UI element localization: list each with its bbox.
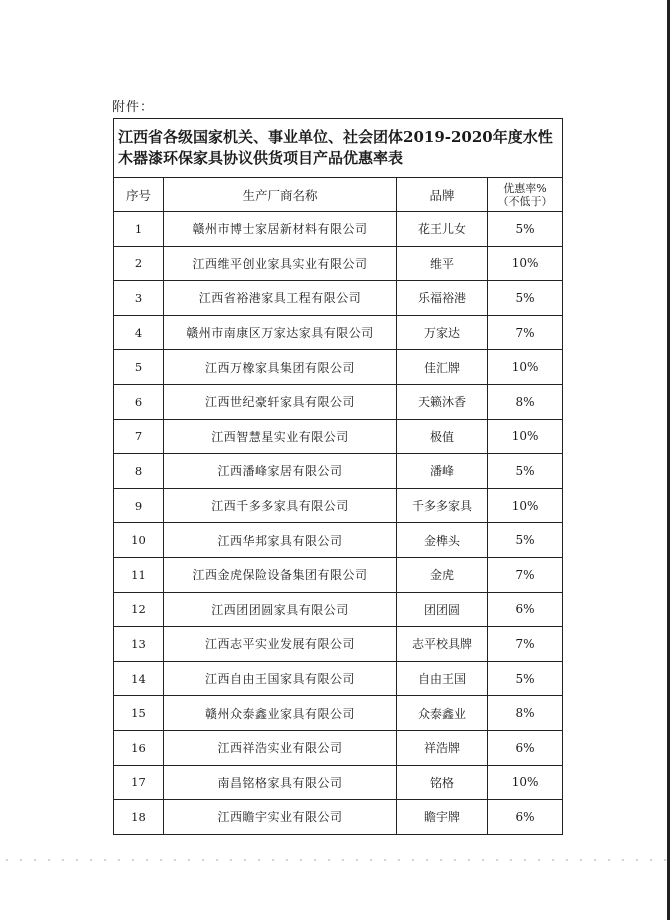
table-row	[114, 419, 563, 454]
header-index: 序号	[114, 178, 164, 212]
cell-company: 江西自由王国家具有限公司	[164, 661, 397, 696]
cell-rate: 5%	[488, 454, 563, 489]
cell-index: 15	[114, 696, 164, 731]
cell-brand: 极值	[397, 419, 488, 454]
table-row	[114, 592, 563, 627]
cell-rate: 8%	[488, 384, 563, 419]
cell-rate: 7%	[488, 557, 563, 592]
table-row	[114, 765, 563, 800]
cell-brand: 千多多家具	[397, 488, 488, 523]
cell-brand: 铭格	[397, 765, 488, 800]
scan-noise	[0, 858, 670, 862]
cell-company: 江西千多多家具有限公司	[164, 488, 397, 523]
header-rate-line1: 优惠率%	[503, 181, 547, 195]
table-row	[114, 246, 563, 281]
table-row	[114, 800, 563, 835]
cell-rate: 5%	[488, 212, 563, 247]
cell-index: 17	[114, 765, 164, 800]
discount-rate-table	[113, 118, 563, 835]
cell-index: 13	[114, 627, 164, 662]
cell-index: 8	[114, 454, 164, 489]
cell-company: 江西华邦家具有限公司	[164, 523, 397, 558]
cell-company: 江西志平实业发展有限公司	[164, 627, 397, 662]
table-row	[114, 350, 563, 385]
cell-brand: 金榫头	[397, 523, 488, 558]
cell-company: 江西维平创业家具实业有限公司	[164, 246, 397, 281]
cell-brand: 祥浩牌	[397, 730, 488, 765]
cell-rate: 10%	[488, 419, 563, 454]
cell-company: 江西省裕港家具工程有限公司	[164, 281, 397, 316]
cell-rate: 7%	[488, 315, 563, 350]
cell-rate: 6%	[488, 730, 563, 765]
cell-index: 9	[114, 488, 164, 523]
cell-brand: 众泰鑫业	[397, 696, 488, 731]
cell-rate: 10%	[488, 246, 563, 281]
cell-brand: 团团圆	[397, 592, 488, 627]
table-row	[114, 557, 563, 592]
cell-company: 赣州众泰鑫业家具有限公司	[164, 696, 397, 731]
table-row	[114, 384, 563, 419]
cell-index: 7	[114, 419, 164, 454]
cell-company: 江西瞻宇实业有限公司	[164, 800, 397, 835]
cell-company: 江西潘峰家居有限公司	[164, 454, 397, 489]
cell-index: 10	[114, 523, 164, 558]
table-row	[114, 488, 563, 523]
cell-brand: 维平	[397, 246, 488, 281]
header-brand: 品牌	[397, 178, 488, 212]
table-title: 江西省各级国家机关、事业单位、社会团体2019-2020年度水性木器漆环保家具协议供货项目产品优惠率表	[114, 119, 563, 178]
header-company: 生产厂商名称	[164, 178, 397, 212]
cell-company: 江西金虎保险设备集团有限公司	[164, 557, 397, 592]
cell-brand: 万家达	[397, 315, 488, 350]
cell-index: 1	[114, 212, 164, 247]
table-row	[114, 730, 563, 765]
cell-index: 2	[114, 246, 164, 281]
cell-company: 江西团团圆家具有限公司	[164, 592, 397, 627]
table-row	[114, 627, 563, 662]
table-row	[114, 454, 563, 489]
header-rate	[488, 178, 563, 212]
cell-brand: 天籁沐香	[397, 384, 488, 419]
table-header-row	[114, 178, 563, 212]
table-row	[114, 212, 563, 247]
cell-company: 江西世纪豪轩家具有限公司	[164, 384, 397, 419]
cell-brand: 自由王国	[397, 661, 488, 696]
cell-brand: 金虎	[397, 557, 488, 592]
cell-company: 赣州市南康区万家达家具有限公司	[164, 315, 397, 350]
cell-brand: 志平校具牌	[397, 627, 488, 662]
cell-company: 江西万橡家具集团有限公司	[164, 350, 397, 385]
cell-rate: 5%	[488, 523, 563, 558]
table-row	[114, 315, 563, 350]
cell-brand: 瞻宇牌	[397, 800, 488, 835]
cell-company: 南昌铭格家具有限公司	[164, 765, 397, 800]
cell-rate: 10%	[488, 488, 563, 523]
table-row	[114, 523, 563, 558]
cell-rate: 10%	[488, 350, 563, 385]
cell-rate: 6%	[488, 592, 563, 627]
table-row	[114, 281, 563, 316]
cell-index: 14	[114, 661, 164, 696]
cell-index: 3	[114, 281, 164, 316]
cell-index: 6	[114, 384, 164, 419]
cell-rate: 8%	[488, 696, 563, 731]
cell-company: 江西祥浩实业有限公司	[164, 730, 397, 765]
cell-index: 11	[114, 557, 164, 592]
cell-company: 江西智慧星实业有限公司	[164, 419, 397, 454]
cell-index: 5	[114, 350, 164, 385]
cell-index: 12	[114, 592, 164, 627]
cell-brand: 乐福裕港	[397, 281, 488, 316]
header-rate-line2: （不低于）	[497, 194, 553, 208]
cell-rate: 5%	[488, 661, 563, 696]
cell-brand: 佳汇牌	[397, 350, 488, 385]
cell-rate: 6%	[488, 800, 563, 835]
cell-index: 4	[114, 315, 164, 350]
attachment-label: 附件：	[112, 100, 155, 115]
cell-rate: 10%	[488, 765, 563, 800]
cell-index: 18	[114, 800, 164, 835]
table-row	[114, 661, 563, 696]
cell-brand: 花王儿女	[397, 212, 488, 247]
cell-brand: 潘峰	[397, 454, 488, 489]
table-row	[114, 696, 563, 731]
cell-company: 赣州市博士家居新材料有限公司	[164, 212, 397, 247]
cell-rate: 7%	[488, 627, 563, 662]
cell-index: 16	[114, 730, 164, 765]
cell-rate: 5%	[488, 281, 563, 316]
